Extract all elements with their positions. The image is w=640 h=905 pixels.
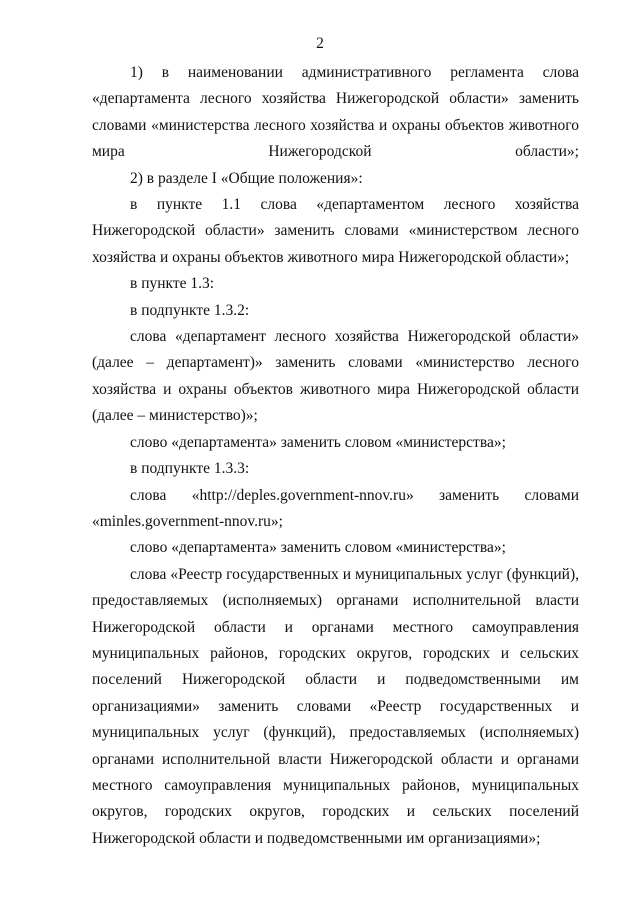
paragraph-item-2-1-3: в пункте 1.3: bbox=[130, 275, 215, 293]
paragraph-item-2: 2) в разделе I «Общие положения»: bbox=[130, 169, 363, 187]
paragraph-subitem-1-3-2: в подпункте 1.3.2: bbox=[130, 301, 250, 319]
paragraph-subitem-1-3-3: в подпункте 1.3.3: bbox=[130, 460, 250, 478]
paragraph-item-2-1-1: в пункте 1.1 слова «департаментом лесного хозяйства Нижегородской области» заменить словами «министерством лесного хозяйства и охраны объектов животного мира Нижегородской области»; bbox=[92, 196, 579, 266]
paragraph-item-1: 1) в наименовании административного регламента слова «департамента лесного хозяйства Нижегородской области» заменить словами «министерства лесного хозяйства и охраны объектов животного мира Нижегородской области»; bbox=[92, 64, 579, 161]
paragraph-replace-url: слова «http://deples.government-nnov.ru» заменить словами «minles.government-nnov.ru»; bbox=[92, 486, 579, 530]
paragraph-replace-registry: слова «Реестр государственных и муниципальных услуг (функций), предоставляемых (исполняемых) органами исполнительной власти Нижегородской области и органами местного самоуправления муниципальных районов, городских округов, городских и сельских поселений Нижегородской области и подведомственными им организациями» заменить словами «Реестр государственных и муниципальных услуг (функций), предоставляемых (исполняемых) органами исполнительной власти Нижегородской области и органами местного самоуправления муниципальных районов, муниципальных округов, городских округов, городских и сельских поселений Нижегородской области и подведомственными им организациями»; bbox=[92, 565, 579, 847]
paragraph-replace-word-2: слово «департамента» заменить словом «министерства»; bbox=[130, 539, 506, 557]
page-number: 2 bbox=[316, 35, 324, 52]
paragraph-replace-department: слова «департамент лесного хозяйства Нижегородской области» (далее – департамент)» заменить словами «министерство лесного хозяйства и охраны объектов животного мира Нижегородской области (далее – министерство)»; bbox=[92, 328, 579, 425]
document-body bbox=[92, 60, 579, 852]
paragraph-replace-word-1: слово «департамента» заменить словом «министерства»; bbox=[130, 433, 506, 451]
